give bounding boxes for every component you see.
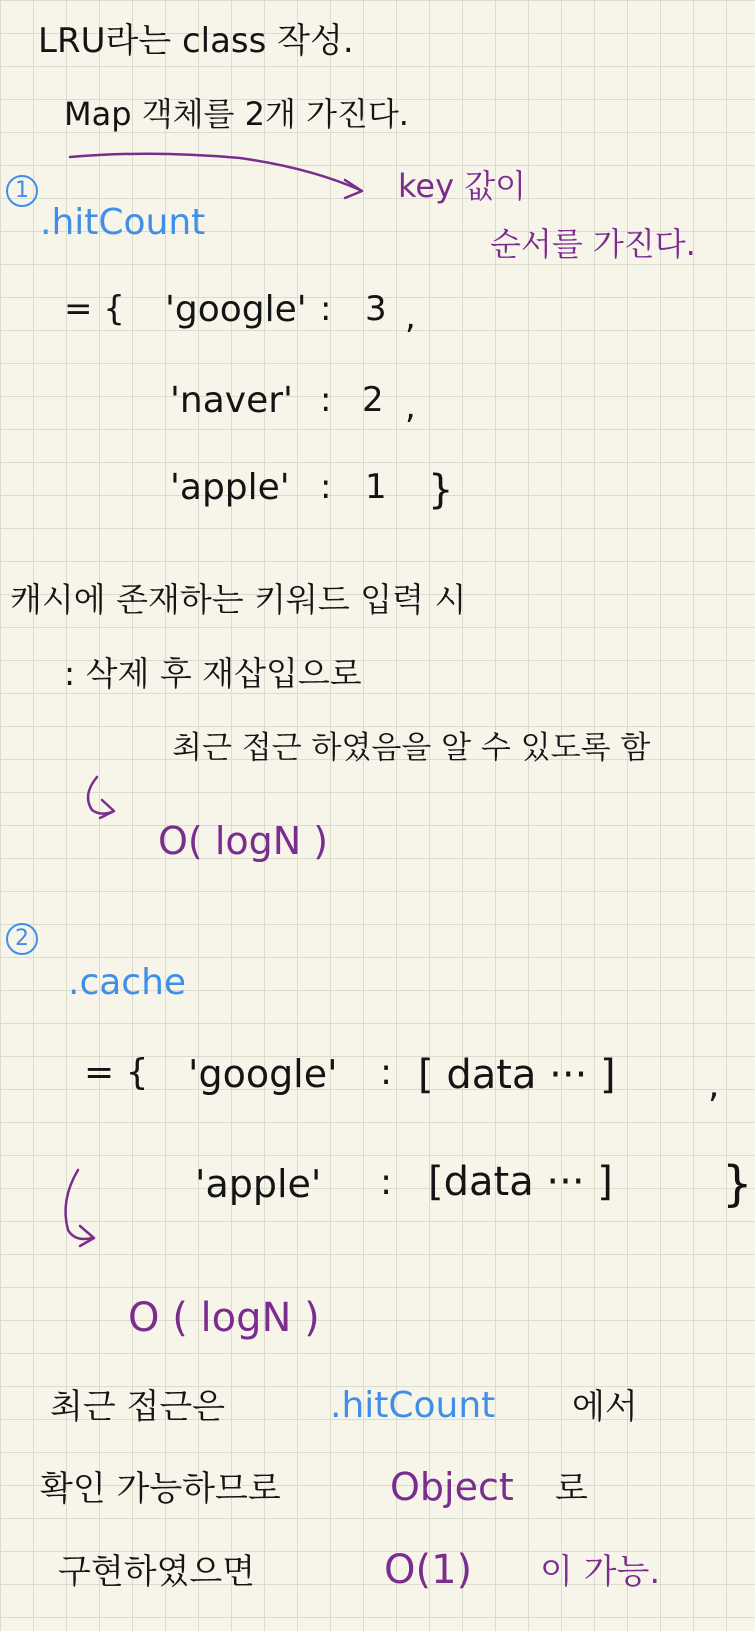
s1-value-apple: 1 bbox=[365, 467, 387, 507]
s1-tail-google: , bbox=[405, 297, 416, 337]
section1-number: 1 bbox=[6, 175, 38, 207]
section1-open: = { bbox=[64, 289, 125, 329]
s1-tail-naver: , bbox=[405, 387, 416, 427]
s1-sep-naver: : bbox=[320, 380, 332, 420]
annotation-line1: key 값이 bbox=[398, 167, 527, 205]
annotation-line2: 순서를 가진다. bbox=[490, 225, 696, 263]
conclusion-l2-post: 로 bbox=[555, 1469, 588, 1509]
conclusion-l2-code: Object bbox=[390, 1465, 514, 1509]
s2-tail-google: , bbox=[708, 1065, 720, 1106]
conclusion-l1-code: .hitCount bbox=[330, 1385, 496, 1426]
s1-key-google: 'google' bbox=[165, 289, 307, 330]
s1-sep-google: : bbox=[320, 289, 332, 329]
s1-note-line1: 캐시에 존재하는 키워드 입력 시 bbox=[10, 580, 467, 619]
conclusion-l1-post: 에서 bbox=[572, 1387, 638, 1427]
s1-note-line2: : 삭제 후 재삽입으로 bbox=[64, 654, 362, 693]
s1-value-naver: 2 bbox=[362, 380, 384, 420]
conclusion-l3-post: 이 가능. bbox=[540, 1552, 661, 1592]
s2-value-apple: [data ··· ] bbox=[428, 1159, 613, 1205]
section1-name: .hitCount bbox=[40, 202, 206, 243]
s1-complexity: O( logN ) bbox=[158, 819, 329, 863]
conclusion-l3-pre: 구현하였으면 bbox=[58, 1552, 256, 1592]
s2-complexity: O ( logN ) bbox=[128, 1295, 320, 1341]
conclusion-l1-pre: 최근 접근은 bbox=[50, 1387, 226, 1427]
s1-key-naver: 'naver' bbox=[170, 380, 293, 421]
s2-key-google: 'google' bbox=[188, 1052, 338, 1096]
section2-number: 2 bbox=[6, 923, 38, 955]
section2-name: .cache bbox=[68, 962, 187, 1003]
s1-note-line3: 최근 접근 하였음을 알 수 있도록 함 bbox=[172, 730, 651, 766]
conclusion-l3-code: O(1) bbox=[384, 1547, 473, 1593]
s2-sep-google: : bbox=[380, 1052, 393, 1093]
s1-sep-apple: : bbox=[320, 467, 332, 507]
s1-tail-apple: } bbox=[428, 467, 454, 513]
s1-key-apple: 'apple' bbox=[170, 467, 290, 508]
s2-tail-apple: } bbox=[722, 1156, 753, 1212]
intro-text: Map 객체를 2개 가진다. bbox=[64, 95, 409, 133]
s2-value-google: [ data ··· ] bbox=[418, 1052, 616, 1098]
conclusion-l2-pre: 확인 가능하므로 bbox=[40, 1469, 281, 1509]
section2-open: = { bbox=[84, 1052, 149, 1093]
s2-sep-apple: : bbox=[380, 1162, 393, 1203]
s2-key-apple: 'apple' bbox=[195, 1162, 322, 1206]
s1-value-google: 3 bbox=[365, 289, 387, 329]
page-title: LRU라는 class 작성. bbox=[38, 21, 354, 61]
